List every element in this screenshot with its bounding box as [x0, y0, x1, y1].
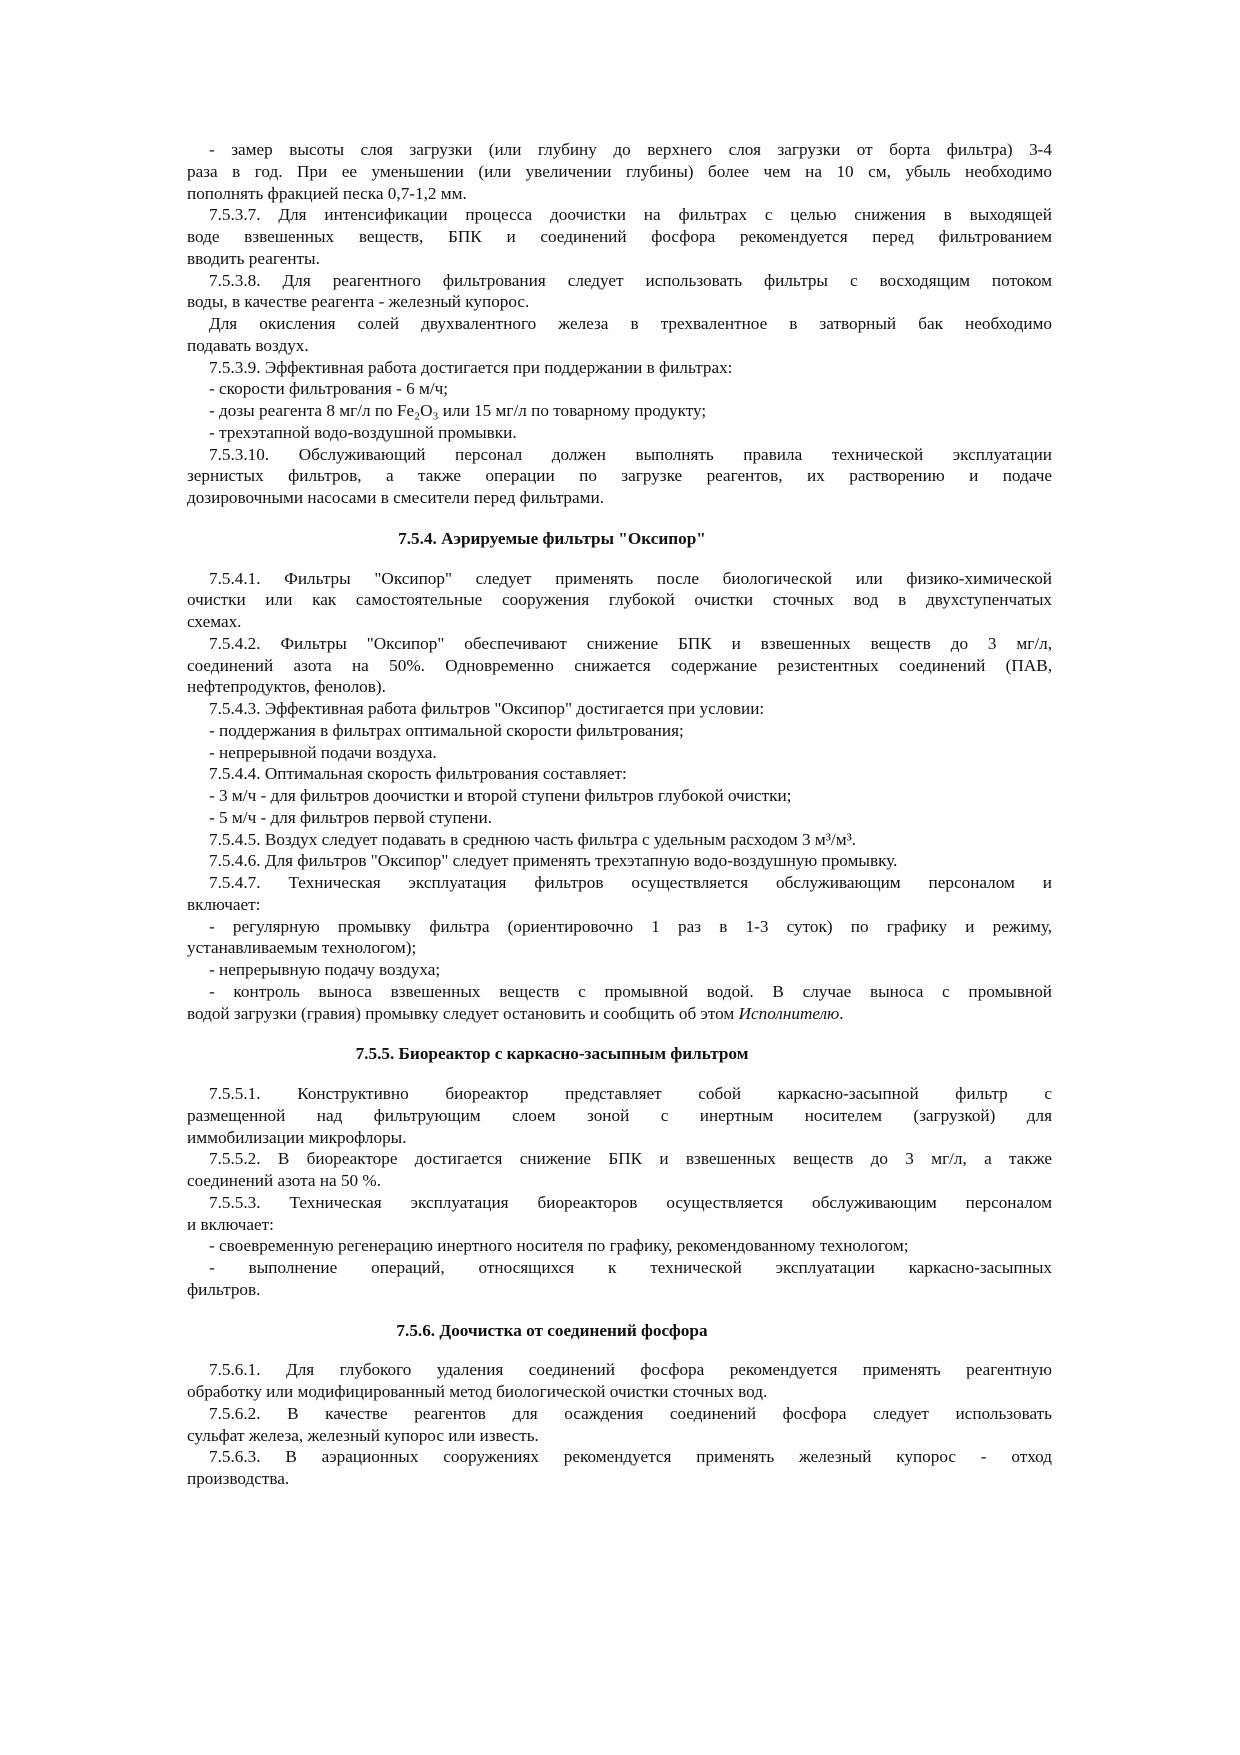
text-line	[187, 742, 1052, 764]
paragraph	[187, 139, 1052, 204]
document-section	[187, 1320, 1052, 1490]
line-text: нефтепродуктов, фенолов).	[187, 677, 386, 697]
text-line	[187, 161, 1052, 183]
paragraph	[187, 400, 1052, 422]
text-line	[187, 422, 1052, 444]
text-line	[187, 1003, 1052, 1025]
line-text: соединений азота на 50 %.	[187, 1171, 382, 1190]
line-text: устанавливаемым технологом);	[187, 938, 417, 958]
line-text: - 3 м/ч - для фильтров доочистки и второй ступени фильтров глубокой очистки;	[209, 786, 792, 805]
paragraph	[187, 633, 1052, 698]
text-line	[187, 1148, 1052, 1170]
text-line	[187, 698, 1052, 720]
line-text: - скорости фильтрования - 6 м/ч;	[209, 379, 449, 399]
text-line	[187, 676, 1052, 698]
line-text: - своевременную регенерацию инертного носителя по графику, рекомендованному технологом;	[209, 1236, 909, 1256]
paragraph	[187, 785, 1052, 807]
line-text: 7.5.4.7. Техническая эксплуатация фильтров осуществляется обслуживающим персоналом и	[209, 873, 1052, 892]
paragraph	[187, 1148, 1052, 1192]
line-text: пополнять фракцией песка 0,7-1,2 мм.	[187, 183, 467, 203]
line-text: 7.5.4.2. Фильтры "Оксипор" обеспечивают снижение БПК и взвешенных веществ до 3 мг/л,	[209, 633, 1052, 653]
line-text: - регулярную промывку фильтра (ориентировочно 1 раз в 1-3 суток) по графику и режиму,	[209, 916, 1052, 936]
text-line	[187, 655, 1052, 677]
text-line	[187, 1468, 1052, 1490]
text-line	[187, 270, 1052, 292]
paragraph	[187, 357, 1052, 379]
section-heading: 7.5.4. Аэрируемые фильтры "Оксипор"	[398, 528, 706, 548]
text-line	[187, 1381, 1052, 1403]
paragraph	[187, 698, 1052, 720]
line-text: включает:	[187, 894, 261, 914]
paragraph	[187, 981, 1052, 1025]
document-section	[187, 528, 1052, 1025]
text-line	[187, 1257, 1052, 1279]
line-text: 7.5.6.2. В качестве реагентов для осаждения соединений фосфора следует использовать	[209, 1403, 1052, 1423]
line-text: подавать воздух.	[187, 335, 309, 355]
text-line	[187, 1192, 1052, 1214]
paragraph	[187, 313, 1052, 357]
paragraph	[187, 829, 1052, 851]
text-line	[187, 248, 1052, 270]
italic-text: Исполнителю	[738, 1003, 840, 1023]
text-line	[187, 981, 1052, 1003]
paragraph	[187, 1359, 1052, 1403]
line-text: 7.5.4.5. Воздух следует подавать в среднюю часть фильтра с удельным расходом 3 м³/м³.	[209, 829, 857, 849]
line-text: обработку или модифицированный метод биологической очистки сточных вод.	[187, 1382, 768, 1401]
line-text: дозировочными насосами в смесители перед фильтрами.	[187, 488, 605, 507]
text-line	[187, 872, 1052, 894]
line-text: размещенной над фильтрующим слоем зоной с инертным носителем (загрузкой) для	[187, 1105, 1052, 1125]
paragraph	[187, 422, 1052, 444]
text-line	[187, 1127, 1052, 1149]
line-text: фильтров.	[187, 1279, 261, 1299]
line-text: 7.5.5.3. Техническая эксплуатация биореакторов осуществляется обслуживающим персоналом	[209, 1192, 1052, 1212]
paragraph	[187, 720, 1052, 742]
document-page	[187, 139, 1052, 1490]
document-section	[187, 139, 1052, 509]
paragraph	[187, 270, 1052, 314]
text-line	[187, 1359, 1052, 1381]
paragraph	[187, 959, 1052, 981]
line-text: - контроль выноса взвешенных веществ с промывной водой. В случае выноса с промывной	[209, 981, 1052, 1001]
text-line	[187, 611, 1052, 633]
text-line	[187, 291, 1052, 313]
text-line	[187, 1214, 1052, 1236]
text-line	[187, 1083, 1052, 1105]
text-line	[187, 1425, 1052, 1447]
section-heading: 7.5.6. Доочистка от соединений фосфора	[396, 1320, 708, 1340]
line-text: сульфат железа, железный купорос или известь.	[187, 1425, 539, 1445]
line-text: 7.5.3.7. Для интенсификации процесса доочистки на фильтрах с целью снижения в выходящей	[209, 205, 1052, 225]
line-text: раза в год. При ее уменьшении (или увеличении глубины) более чем на 10 см, убыль необходимо	[187, 161, 1052, 181]
paragraph	[187, 444, 1052, 509]
paragraph	[187, 1192, 1052, 1236]
line-text: 7.5.5.2. В биореакторе достигается снижение БПК и взвешенных веществ до 3 мг/л, а также	[209, 1149, 1052, 1169]
text-line	[187, 959, 1052, 981]
text-line	[187, 444, 1052, 466]
text-line	[187, 894, 1052, 916]
text-line	[187, 568, 1052, 590]
paragraph	[187, 1083, 1052, 1148]
paragraph	[187, 742, 1052, 764]
line-text: и включает:	[187, 1214, 274, 1234]
line-text: 7.5.3.8. Для реагентного фильтрования следует использовать фильтры с восходящим потоком	[209, 270, 1052, 290]
text-line	[187, 1446, 1052, 1468]
text-line	[187, 829, 1052, 851]
text-line	[187, 400, 1052, 422]
text-line	[187, 1279, 1052, 1301]
paragraph	[187, 1257, 1052, 1301]
text-line	[187, 204, 1052, 226]
text-line	[187, 916, 1052, 938]
paragraph	[187, 204, 1052, 269]
paragraph	[187, 378, 1052, 400]
text-line	[187, 313, 1052, 335]
text-line	[187, 850, 1052, 872]
text-line	[187, 378, 1052, 400]
line-text: воде взвешенных веществ, БПК и соединений фосфора рекомендуется перед фильтрованием	[187, 227, 1052, 246]
line-text: водой загрузки (гравия) промывку следует остановить и сообщить об этом	[187, 1003, 739, 1023]
paragraph	[187, 872, 1052, 916]
text-line	[187, 1105, 1052, 1127]
paragraph	[187, 568, 1052, 633]
line-text: 7.5.4.4. Оптимальная скорость фильтрования составляет:	[209, 764, 627, 784]
paragraph	[187, 916, 1052, 960]
text-line	[187, 785, 1052, 807]
line-text: 7.5.4.6. Для фильтров "Оксипор" следует применять трехэтапную водо-воздушную промывку.	[209, 851, 898, 871]
text-line	[187, 1170, 1052, 1192]
line-text: - дозы реагента 8 мг/л по Fe₂O₃ или 15 мг/л по товарному продукту;	[209, 401, 707, 420]
text-line	[187, 763, 1052, 785]
line-text: - выполнение операций, относящихся к технической эксплуатации каркасно-засыпных	[209, 1258, 1052, 1277]
line-text: 7.5.6.1. Для глубокого удаления соединений фосфора рекомендуется применять реагентную	[209, 1360, 1052, 1380]
line-text: вводить реагенты.	[187, 248, 320, 268]
line-text: зернистых фильтров, а также операции по загрузке реагентов, их растворению и подаче	[187, 466, 1052, 486]
paragraph	[187, 1235, 1052, 1257]
line-text: 7.5.4.3. Эффективная работа фильтров "Оксипор" достигается при условии:	[209, 699, 765, 718]
text-line	[187, 335, 1052, 357]
line-text: 7.5.3.10. Обслуживающий персонал должен выполнять правила технической эксплуатации	[209, 444, 1052, 464]
text-line	[187, 633, 1052, 655]
line-text: воды, в качестве реагента - железный купорос.	[187, 292, 530, 312]
text-line	[187, 226, 1052, 248]
line-text: производства.	[187, 1469, 290, 1488]
line-text: Для окисления солей двухвалентного железа в трехвалентное в затворный бак необходимо	[209, 314, 1052, 333]
line-text: - непрерывную подачу воздуха;	[209, 960, 441, 979]
section-heading: 7.5.5. Биореактор с каркасно-засыпным фильтром	[355, 1044, 749, 1064]
text-line	[187, 487, 1052, 509]
line-text: соединений азота на 50%. Одновременно снижается содержание резистентных соединений (ПАВ,	[187, 655, 1052, 675]
line-tail: .	[839, 1003, 844, 1023]
text-line	[187, 1403, 1052, 1425]
line-text: 7.5.6.3. В аэрационных сооружениях рекомендуется применять железный купорос - отход	[209, 1447, 1052, 1467]
text-line	[187, 589, 1052, 611]
line-text: 7.5.4.1. Фильтры "Оксипор" следует применять после биологической или физико-химической	[209, 568, 1052, 588]
text-line	[187, 139, 1052, 161]
text-line	[187, 1235, 1052, 1257]
line-text: очистки или как самостоятельные сооружения глубокой очистки сточных вод в двухступенчатых	[187, 590, 1052, 610]
text-line	[187, 807, 1052, 829]
line-text: - поддержания в фильтрах оптимальной скорости фильтрования;	[209, 720, 684, 740]
document-section	[187, 1043, 1052, 1300]
text-line	[187, 465, 1052, 487]
paragraph	[187, 807, 1052, 829]
line-text: - непрерывной подачи воздуха.	[209, 742, 437, 762]
line-text: 7.5.3.9. Эффективная работа достигается при поддержании в фильтрах:	[209, 357, 733, 377]
paragraph	[187, 850, 1052, 872]
text-line	[187, 357, 1052, 379]
line-text: - замер высоты слоя загрузки (или глубину до верхнего слоя загрузки от борта фильтра) 3-4	[209, 140, 1052, 159]
paragraph	[187, 1403, 1052, 1447]
line-text: иммобилизации микрофлоры.	[187, 1127, 407, 1147]
line-text: - 5 м/ч - для фильтров первой ступени.	[209, 807, 492, 827]
paragraph	[187, 763, 1052, 785]
text-line	[187, 937, 1052, 959]
line-text: схемах.	[187, 612, 242, 631]
text-line	[187, 183, 1052, 205]
paragraph	[187, 1446, 1052, 1490]
line-text: 7.5.5.1. Конструктивно биореактор представляет собой каркасно-засыпной фильтр с	[209, 1084, 1052, 1103]
line-text: - трехэтапной водо-воздушной промывки.	[209, 422, 517, 442]
text-line	[187, 720, 1052, 742]
